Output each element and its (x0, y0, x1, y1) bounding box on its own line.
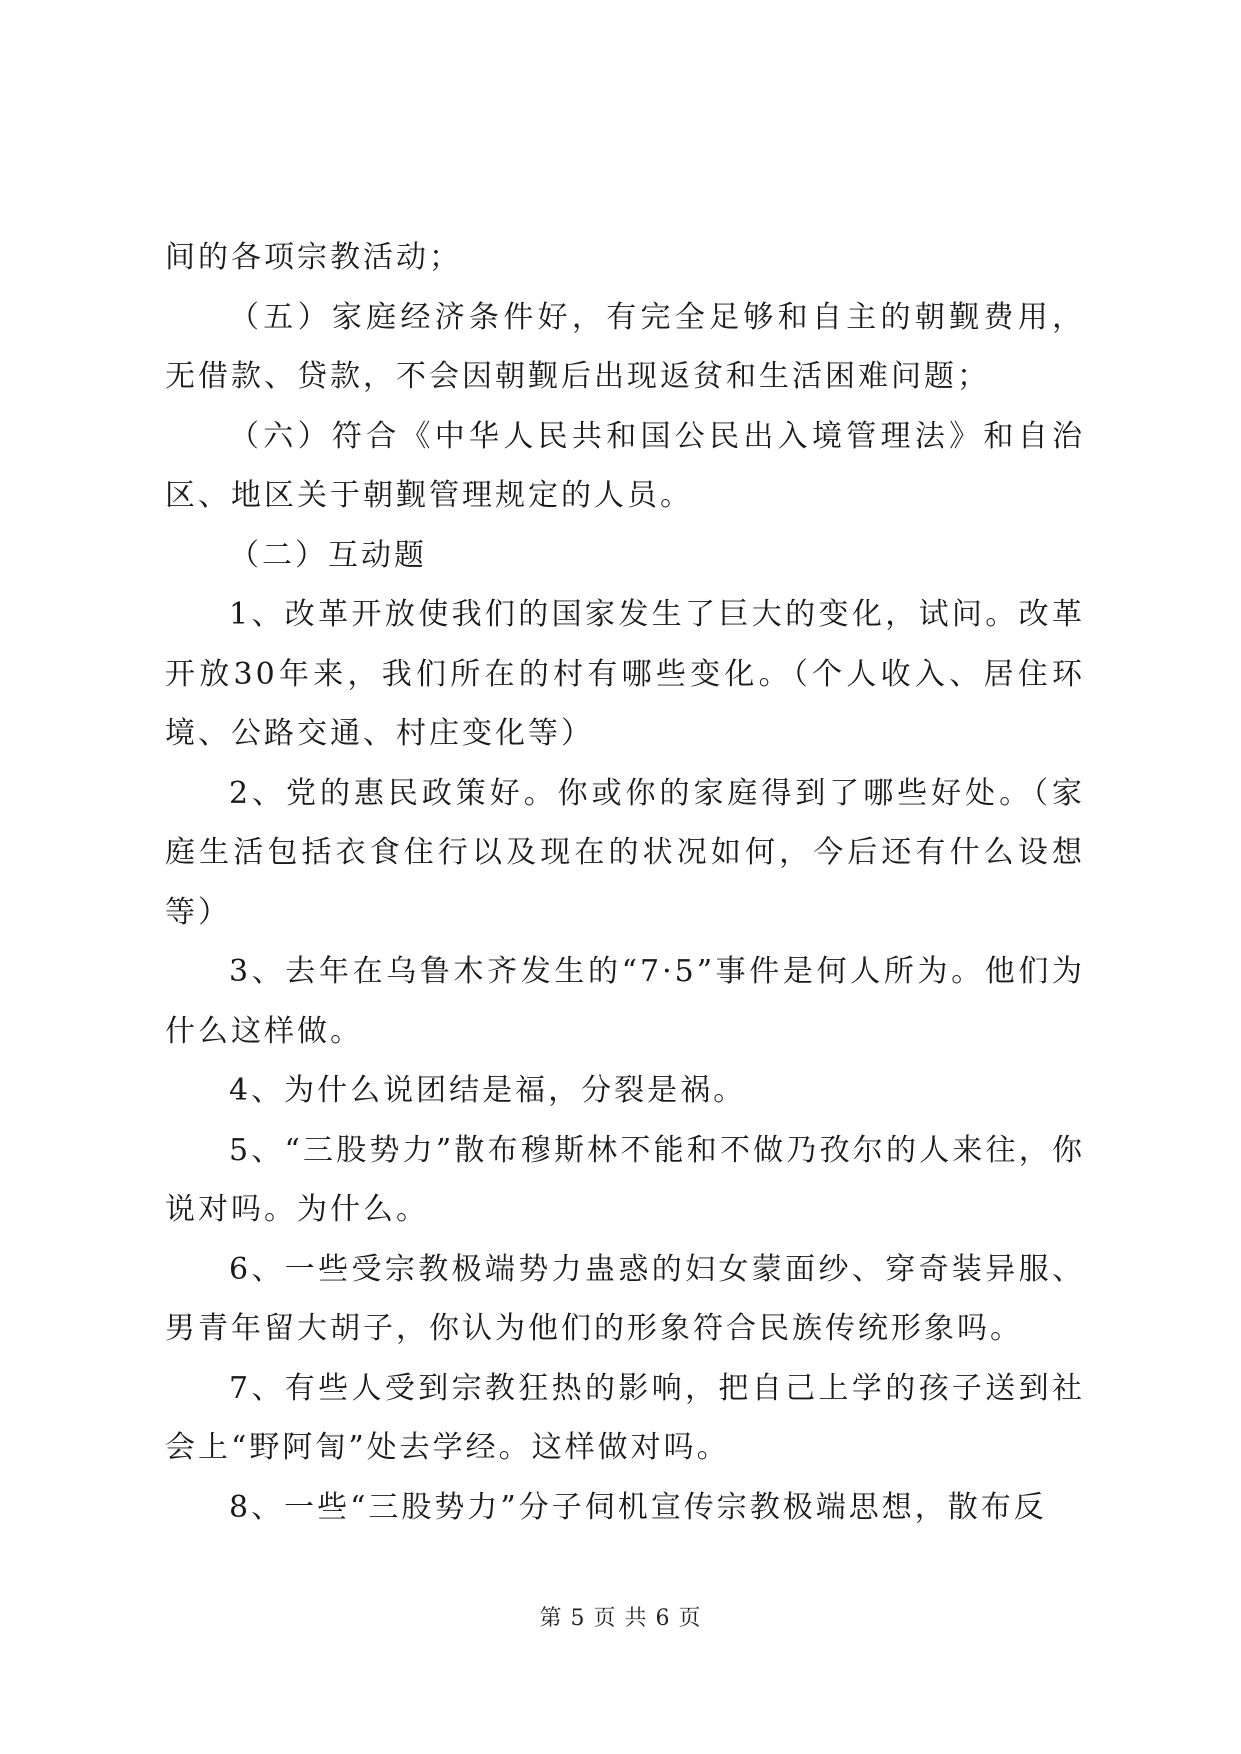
question-8: 8、一些“三股势力”分子伺机宣传宗教极端思想，散布反 (229, 1489, 1047, 1525)
paragraph-item-5: （五）家庭经济条件好，有完全足够和自主的朝觐费用，无借款、贷款，不会因朝觐后出现返贫和生活困难问题； (165, 299, 1085, 394)
paragraph-continuation: 间的各项宗教活动； (165, 240, 462, 275)
question-4: 4、为什么说团结是福，分裂是祸。 (229, 1073, 747, 1108)
section-heading-interactive-questions: （二）互动题 (229, 537, 427, 573)
page-footer: 第 5 页 共 6 页 (539, 1606, 702, 1631)
question-1: 1、改革开放使我们的国家发生了巨大的变化，试问。改革开放30年来，我们所在的村有哪些变化。（个人收入、居住环境、公路交通、村庄变化等） (165, 597, 1085, 751)
document-body (165, 228, 1085, 1537)
question-5: 5、“三股势力”散布穆斯林不能和不做乃孜尔的人来往，你说对吗。为什么。 (165, 1132, 1085, 1227)
question-6: 6、一些受宗教极端势力蛊惑的妇女蒙面纱、穿奇装异服、男青年留大胡子，你认为他们的形象符合民族传统形象吗。 (165, 1251, 1085, 1346)
question-2: 2、党的惠民政策好。你或你的家庭得到了哪些好处。（家庭生活包括衣食住行以及现在的状况如何，今后还有什么设想等） (165, 775, 1085, 930)
paragraph-item-6: （六）符合《中华人民共和国公民出入境管理法》和自治区、地区关于朝觐管理规定的人员。 (165, 418, 1085, 513)
question-3: 3、去年在乌鲁木齐发生的“7·5”事件是何人所为。他们为什么这样做。 (165, 954, 1085, 1049)
question-7: 7、有些人受到宗教狂热的影响，把自己上学的孩子送到社会上“野阿訇”处去学经。这样做对吗。 (165, 1370, 1085, 1465)
